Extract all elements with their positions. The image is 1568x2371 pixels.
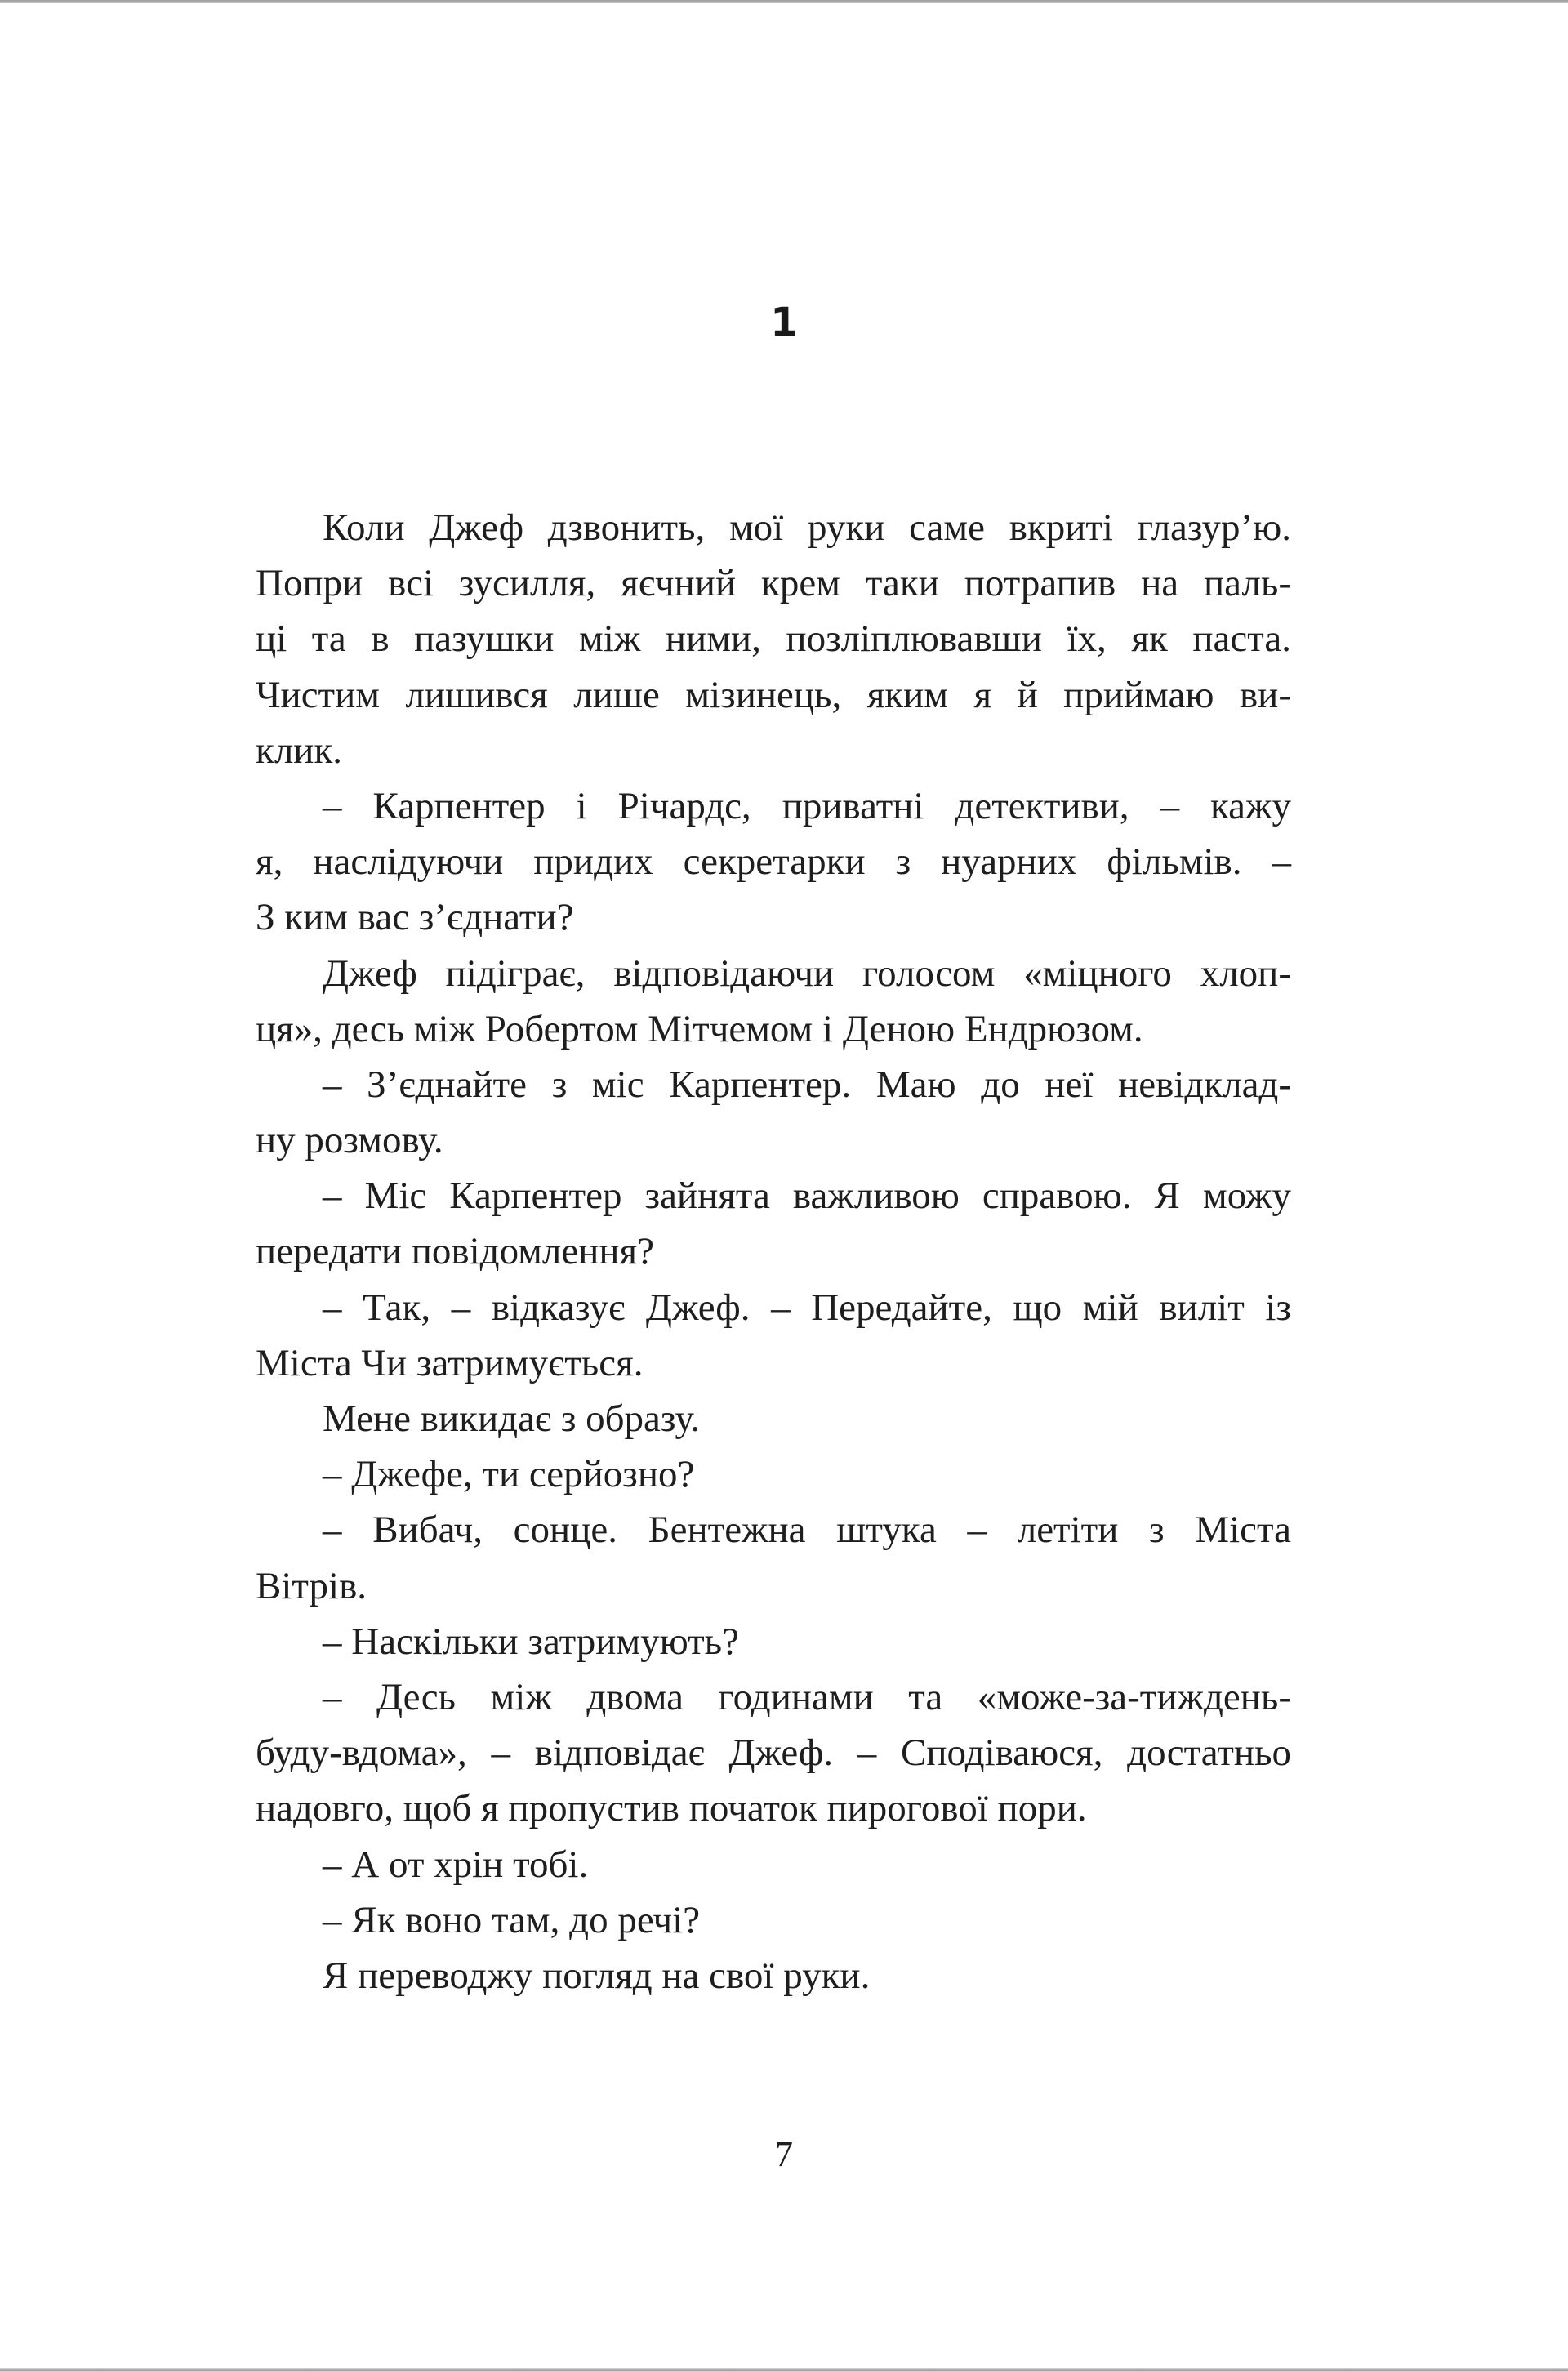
body-text [256,500,1291,2003]
text-line: – З’єднайте з міс Карпентер. Маю до неї невідклад- [323,1063,1291,1106]
page-number: 7 [775,2134,793,2174]
text-line: Чистим лишився лише мізинець, яким я й приймаю ви- [256,673,1291,716]
text-line: ці та в пазушки між ними, позліплювавши їх, як паста. [256,617,1291,661]
text-line: – Десь між двома годинами та «може-за-тиждень- [323,1675,1291,1718]
text-line: Коли Джеф дзвонить, мої руки саме вкриті глазур’ю. [323,506,1291,549]
text-line: Вітрів. [256,1564,368,1607]
text-line: ця», десь між Робертом Мітчемом і Деною Ендрюзом. [256,1007,1143,1050]
text-line: Я переводжу погляд на свої руки. [323,1954,871,1997]
text-line: – Так, – відказує Джеф. – Передайте, що мій виліт із [323,1286,1291,1329]
text-line: буду-вдома», – відповідає Джеф. – Сподіваюся, достатньо [256,1731,1291,1775]
page-edge-top [0,0,1568,3]
text-line: – Міс Карпентер зайнята важливою справою. Я можу [323,1174,1291,1218]
text-line: – А от хрін тобі. [323,1843,589,1886]
text-line: – Вибач, сонце. Бентежна штука – летіти з Міста [323,1509,1291,1552]
text-line: – Як воно там, до речі? [323,1898,701,1941]
text-line: З ким вас з’єднати? [256,896,574,939]
text-line: Попри всі зусилля, яєчний крем таки потрапив на паль- [256,562,1291,605]
text-line: Мене викидає з образу. [323,1397,701,1440]
text-line: – Карпентер і Річардс, приватні детективи, – кажу [323,784,1291,827]
text-line: надовго, щоб я пропустив початок пирогової пори. [256,1787,1087,1830]
text-line: – Наскільки затримують? [323,1620,739,1663]
text-line: я, наслідуючи придих секретарки з нуарних фільмів. – [256,840,1291,884]
text-line: ну розмову. [256,1119,443,1162]
chapter-number: 1 [770,300,798,345]
text-line: передати повідомлення? [256,1230,655,1273]
text-line: Джеф підіграє, відповідаючи голосом «міцного хлоп- [323,952,1291,995]
text-line: Міста Чи затримується. [256,1341,644,1384]
text-line: клик. [256,729,343,772]
text-line: – Джефе, ти серйозно? [323,1453,695,1496]
page-edge-bottom [0,2368,1568,2371]
